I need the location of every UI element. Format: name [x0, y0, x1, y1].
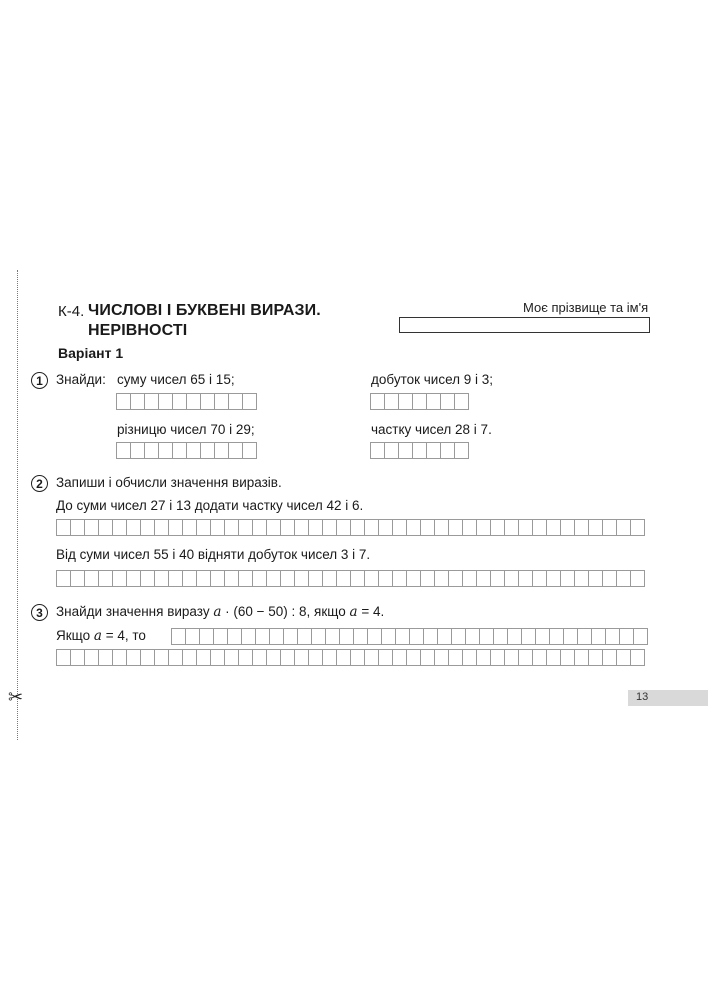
- answer-grid-task2-line2[interactable]: [56, 570, 645, 587]
- worksheet-code: К-4.: [58, 303, 85, 320]
- task-number-3: 3: [31, 604, 48, 621]
- answer-grid-product[interactable]: [370, 393, 469, 410]
- worksheet-title-line2: НЕРІВНОСТІ: [88, 322, 188, 339]
- task2-line2: Від суми чисел 55 і 40 відняти добуток чисел 3 і 7.: [56, 547, 371, 562]
- name-label: Моє прізвище та ім'я: [523, 300, 649, 315]
- variable-a: a: [349, 604, 358, 620]
- page-number: 13: [636, 691, 649, 703]
- task1-sum: суму чисел 65 і 15;: [117, 372, 235, 387]
- answer-grid-task3-line2[interactable]: [56, 649, 645, 666]
- answer-grid-task2-line1[interactable]: [56, 519, 645, 536]
- task2-line1: До суми чисел 27 і 13 додати частку чисел 42 і 6.: [56, 498, 364, 513]
- variant-title: Варіант 1: [58, 345, 124, 361]
- task1-quotient: частку чисел 28 і 7.: [371, 422, 492, 437]
- cut-line: [17, 270, 18, 740]
- scissors-icon: ✂: [8, 687, 24, 707]
- task-number-1: 1: [31, 372, 48, 389]
- task3-lead: Знайди значення виразу a · (60 − 50) : 8, якщо a = 4.: [56, 604, 385, 620]
- variable-a: a: [93, 628, 102, 644]
- answer-grid-task3-line1[interactable]: [171, 628, 648, 645]
- task1-product: добуток чисел 9 і 3;: [371, 372, 494, 387]
- task-number-2: 2: [31, 475, 48, 492]
- task1-lead: Знайди:: [56, 372, 106, 387]
- answer-grid-sum[interactable]: [116, 393, 257, 410]
- worksheet-title-line1: ЧИСЛОВІ І БУКВЕНІ ВИРАЗИ.: [88, 302, 321, 319]
- task2-lead: Запиши і обчисли значення виразів.: [56, 475, 282, 490]
- task3-answer-lead: Якщо a = 4, то: [56, 628, 146, 644]
- task1-difference: різницю чисел 70 і 29;: [117, 422, 255, 437]
- answer-grid-difference[interactable]: [116, 442, 257, 459]
- answer-grid-quotient[interactable]: [370, 442, 469, 459]
- name-field[interactable]: [399, 317, 650, 333]
- variable-a: a: [213, 604, 222, 620]
